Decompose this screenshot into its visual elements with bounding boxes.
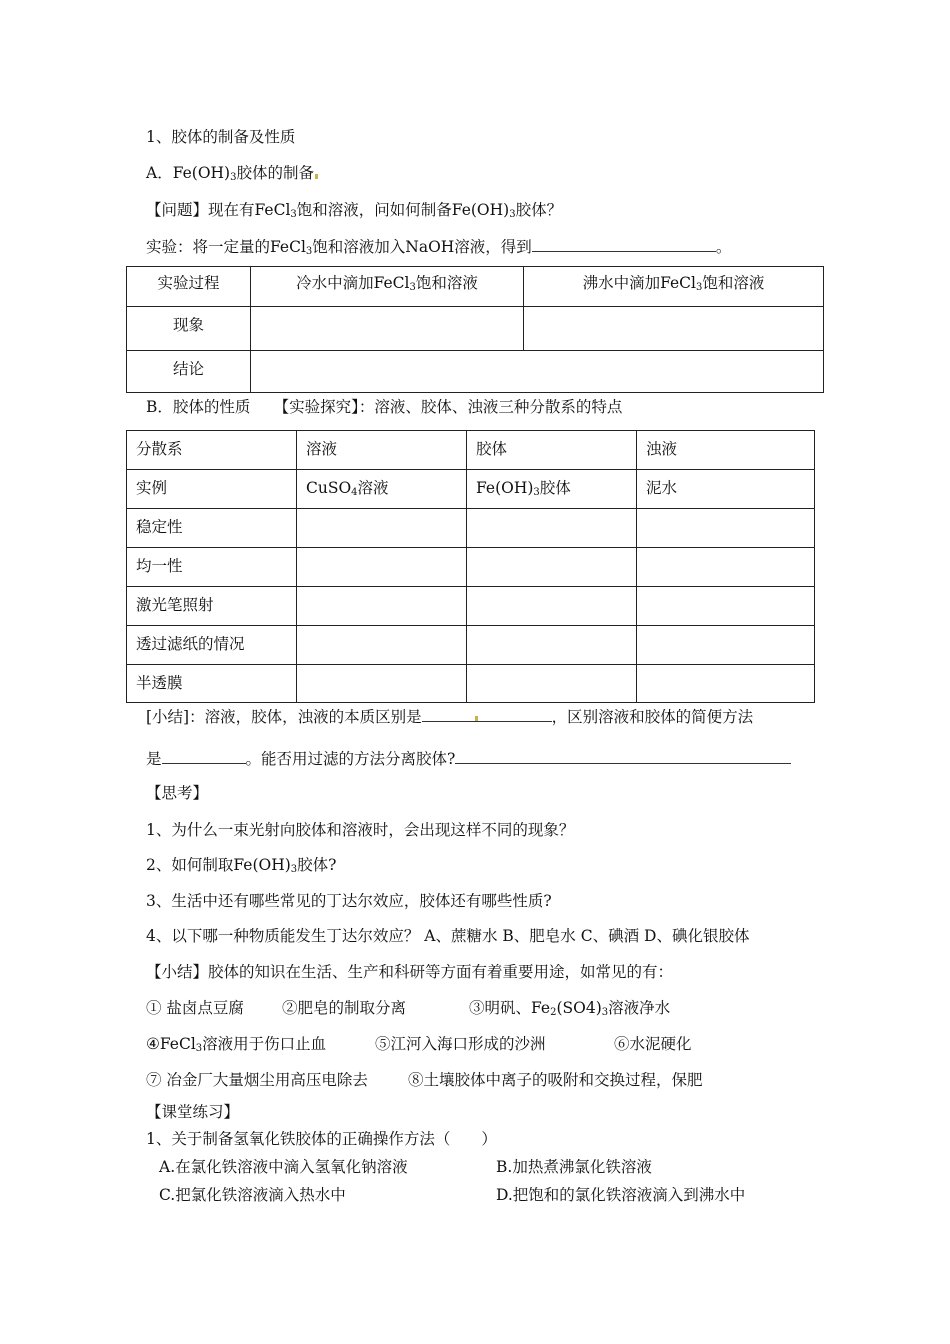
method-blank[interactable]	[162, 748, 246, 764]
practice-title: 【课堂练习】	[146, 1103, 240, 1121]
row-label: 激光笔照射	[127, 587, 297, 626]
table-row	[127, 351, 824, 393]
answer-cell[interactable]	[297, 665, 467, 703]
answer-cell[interactable]	[297, 548, 467, 587]
table-cell: 泥水	[637, 470, 815, 509]
answer-cell[interactable]	[297, 509, 467, 548]
answer-cell[interactable]	[524, 307, 824, 351]
use-item: ⑧土壤胶体中离子的吸附和交换过程，保肥	[408, 1071, 703, 1089]
answer-cell[interactable]	[467, 509, 637, 548]
row-label: 稳定性	[127, 509, 297, 548]
row-label: 透过滤纸的情况	[127, 626, 297, 665]
use-item: ⑥水泥硬化	[614, 1035, 692, 1053]
use-item: ③明矾、$Fe_2(SO4)_3$溶液净水	[469, 999, 671, 1018]
table-header-row	[127, 431, 815, 470]
section-b-title: B．胶体的性质 【实验探究】：溶液、胶体、浊液三种分散系的特点	[146, 398, 623, 416]
option-d[interactable]: D.把饱和的氯化铁溶液滴入到沸水中	[496, 1186, 746, 1204]
table-row	[127, 587, 815, 626]
think-question-3: 3、生活中还有哪些常见的丁达尔效应，胶体还有哪些性质?	[146, 892, 552, 910]
summary-line-2: 是 。能否用过滤的方法分离胶体?	[146, 748, 791, 769]
filter-answer-blank[interactable]	[455, 748, 791, 764]
answer-blank[interactable]	[532, 236, 716, 252]
use-item: ②肥皂的制取分离	[282, 999, 407, 1017]
practice-question-1: 1、关于制备氢氧化铁胶体的正确操作方法（ ）	[146, 1130, 497, 1148]
think-question-1: 1、为什么一束光射向胶体和溶液时，会出现这样不同的现象？	[146, 821, 575, 839]
table-row	[127, 626, 815, 665]
answer-cell[interactable]	[297, 587, 467, 626]
table-header-row	[127, 267, 824, 307]
header-cell: 实验过程	[127, 267, 251, 307]
answer-cell[interactable]	[637, 665, 815, 703]
experiment-line: 实验：将一定量的FeCl$_3$饱和溶液加入NaOH溶液，得到 。	[146, 238, 732, 257]
dispersion-table	[126, 430, 815, 703]
answer-cell[interactable]	[467, 626, 637, 665]
use-item: ④FeCl$_3$溶液用于伤口止血	[146, 1035, 327, 1054]
header-cell: 胶体	[467, 431, 637, 470]
answer-cell[interactable]	[467, 665, 637, 703]
question-line: 【问题】现在有FeCl$_3$饱和溶液，问如何制备$Fe(OH)_3$胶体？	[146, 201, 563, 220]
table-row	[127, 470, 815, 509]
essence-blank[interactable]	[422, 706, 552, 722]
answer-cell[interactable]	[297, 626, 467, 665]
header-cell: 沸水中滴加FeCl$_3$饱和溶液	[524, 267, 824, 307]
row-label: 现象	[127, 307, 251, 351]
row-label: 均一性	[127, 548, 297, 587]
preparation-table	[126, 266, 824, 393]
answer-cell[interactable]	[637, 509, 815, 548]
table-row	[127, 307, 824, 351]
header-cell: 溶液	[297, 431, 467, 470]
summary-line-1: [小结]：溶液，胶体，浊液的本质区别是 ，区别溶液和胶体的简便方法	[146, 708, 754, 726]
header-cell: 浊液	[637, 431, 815, 470]
row-label: 实例	[127, 470, 297, 509]
header-cell: 分散系	[127, 431, 297, 470]
table-row	[127, 665, 815, 703]
summary2-title: 【小结】胶体的知识在生活、生产和科研等方面有着重要用途，如常见的有：	[146, 963, 674, 981]
think-title: 【思考】	[146, 784, 209, 802]
answer-cell[interactable]	[637, 548, 815, 587]
section-heading: 1、胶体的制备及性质	[146, 128, 296, 146]
option-c[interactable]: C.把氯化铁溶液滴入热水中	[159, 1186, 346, 1204]
table-row	[127, 509, 815, 548]
table-row	[127, 548, 815, 587]
option-a[interactable]: A.在氯化铁溶液中滴入氢氧化钠溶液	[159, 1158, 408, 1176]
table-cell: $Fe(OH)_3$胶体	[467, 470, 637, 509]
table-cell: CuSO$_4$溶液	[297, 470, 467, 509]
answer-cell[interactable]	[637, 587, 815, 626]
section-a-title: A．$Fe(OH)_3$胶体的制备	[146, 163, 318, 183]
answer-cell[interactable]	[251, 351, 824, 393]
row-label: 结论	[127, 351, 251, 393]
header-cell: 冷水中滴加FeCl$_3$饱和溶液	[251, 267, 524, 307]
use-item: ⑤江河入海口形成的沙洲	[375, 1035, 546, 1053]
use-item: ⑦ 冶金厂大量烟尘用高压电除去	[146, 1071, 368, 1089]
think-question-4: 4、以下哪一种物质能发生丁达尔效应？ A、蔗糖水 B、肥皂水 C、碘酒 D、碘化银胶体	[146, 927, 750, 945]
use-item: ① 盐卤点豆腐	[146, 999, 244, 1017]
answer-cell[interactable]	[251, 307, 524, 351]
answer-cell[interactable]	[467, 548, 637, 587]
think-question-2: 2、如何制取$Fe(OH)_3$胶体?	[146, 856, 337, 875]
answer-cell[interactable]	[637, 626, 815, 665]
answer-cell[interactable]	[467, 587, 637, 626]
row-label: 半透膜	[127, 665, 297, 703]
option-b[interactable]: B.加热煮沸氯化铁溶液	[496, 1158, 652, 1176]
